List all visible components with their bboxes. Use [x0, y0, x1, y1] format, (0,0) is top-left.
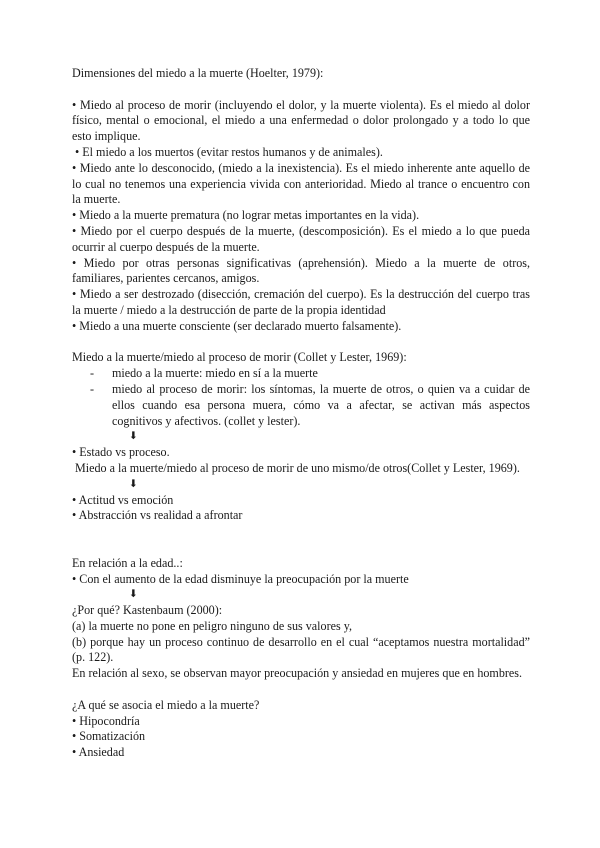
arrow-down-icon: ⬇	[129, 430, 138, 443]
spacer	[72, 524, 530, 556]
contrast-line: • Abstracción vs realidad a afrontar	[72, 508, 243, 523]
contrast-line: Miedo a la muerte/miedo al proceso de morir de uno mismo/de otros(Collet y Lester, 1969).	[72, 460, 520, 475]
list-item	[72, 366, 530, 382]
fear-item: • Miedo al proceso de morir (incluyendo el dolor, y la muerte violenta). Es el miedo al dolor físico, mental o emocional, el miedo a una enfermedad o dolor prolongado y a todo lo que esto implique.	[72, 97, 530, 144]
reason-line: (a) la muerte no pone en peligro ninguno de sus valores y,	[72, 618, 352, 633]
fear-item: • Miedo por otras personas significativas (aprehensión). Miedo a la muerte de otros, familiares, parientes cercanos, amigos.	[72, 255, 530, 286]
list-item	[72, 382, 530, 429]
fear-item: • Miedo a la muerte prematura (no lograr metas importantes en la vida).	[72, 208, 420, 223]
contrast-line: • Actitud vs emoción	[72, 492, 174, 507]
dash-bullet: -	[90, 381, 95, 396]
list-item-text: miedo a la muerte: miedo en sí a la muerte	[112, 366, 318, 381]
spacer	[72, 82, 530, 98]
arrow-down-icon: ⬇	[129, 477, 138, 490]
fear-item: • Miedo a ser destrozado (disección, cremación del cuerpo). Es la destrucción del cuerpo tras la muerte / miedo a la destrucción de parte de la propia identidad	[72, 287, 530, 317]
fear-item: • Miedo a una muerte consciente (ser declarado muerto falsamente).	[72, 318, 402, 333]
contrast-line: • Estado vs proceso.	[72, 445, 170, 460]
document-page	[72, 66, 530, 761]
spacer	[72, 335, 530, 351]
section4-heading: ¿A qué se asocia el miedo a la muerte?	[72, 697, 260, 712]
association-item: • Somatización	[72, 729, 146, 744]
section1-heading: Dimensiones del miedo a la muerte (Hoelter, 1979):	[72, 66, 324, 80]
fear-item: • Miedo ante lo desconocido, (miedo a la inexistencia). Es el miedo inherente ante aquello de lo cual no tenemos una experiencia vivida con anterioridad. Miedo al trance o encuentro con la muerte.	[72, 160, 530, 207]
question-line: ¿Por qué? Kastenbaum (2000):	[72, 603, 223, 618]
spacer	[72, 682, 530, 698]
section3-heading: En relación a la edad..:	[72, 555, 183, 570]
dash-bullet: -	[90, 366, 95, 381]
dash-list	[72, 366, 530, 429]
reason-line: (b) porque hay un proceso continuo de desarrollo en el cual “aceptamos nuestra mortalidad” (p. 122).	[72, 634, 530, 665]
age-line: • Con el aumento de la edad disminuye la preocupación por la muerte	[72, 571, 409, 586]
list-item-text: miedo al proceso de morir: los síntomas, la muerte de otros, o quien va a cuidar de ellos cuando esa persona muera, cómo va a afectar, se activan más aspectos cognitivos y afectivos. (collet y lester).	[112, 381, 530, 428]
fear-item: • El miedo a los muertos (evitar restos humanos y de animales).	[72, 144, 383, 159]
section2-heading: Miedo a la muerte/miedo al proceso de morir (Collet y Lester, 1969):	[72, 350, 407, 365]
sex-line: En relación al sexo, se observan mayor preocupación y ansiedad en mujeres que en hombres.	[72, 666, 522, 681]
association-item: • Ansiedad	[72, 745, 125, 760]
fear-item: • Miedo por el cuerpo después de la muerte, (descomposición). Es el miedo a lo que pueda ocurrir al cuerpo después de la muerte.	[72, 223, 530, 254]
arrow-down-icon: ⬇	[129, 588, 138, 601]
association-item: • Hipocondría	[72, 713, 140, 728]
